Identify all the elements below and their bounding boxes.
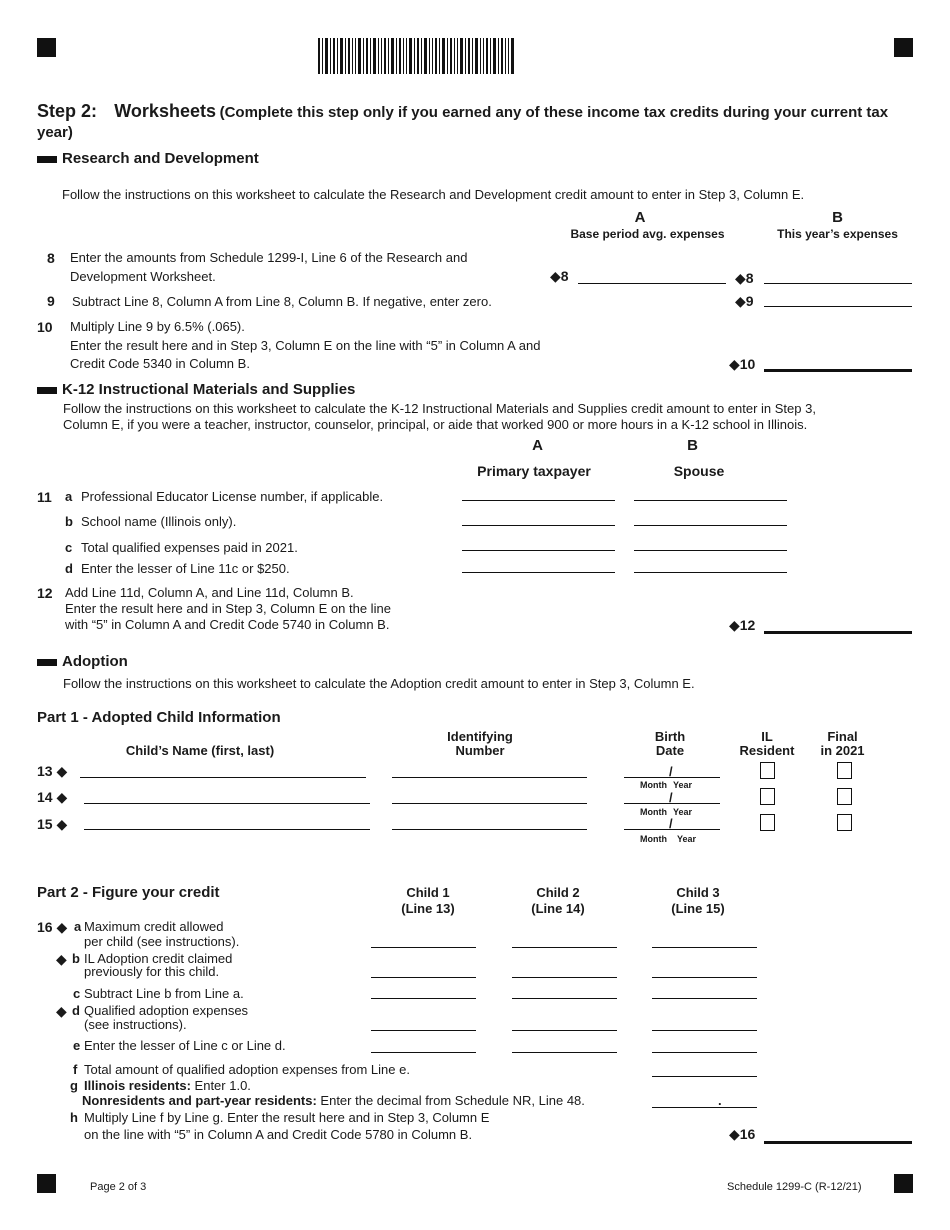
line-11b-text: School name (Illinois only). [81, 514, 237, 529]
section-title-k12-text: K-12 Instructional Materials and Supplies [62, 381, 356, 398]
line-11-number: 11 [37, 489, 52, 505]
line-16f-letter: f [73, 1062, 78, 1077]
line-16d-letter: d [72, 1003, 80, 1018]
line-14-year-label: Year [673, 807, 693, 817]
line-8a-marker: ◆8 [550, 268, 569, 284]
col-birth-2: Date [655, 743, 685, 758]
line-11d-field-b[interactable] [634, 572, 787, 573]
col-il-2: Resident [739, 743, 795, 758]
line-15-number: 15 ◆ [37, 816, 68, 832]
line-10-text-3: Credit Code 5340 in Column B. [70, 356, 250, 371]
line-8-text-2: Development Worksheet. [70, 269, 216, 284]
line-16c-child1-field[interactable] [371, 998, 476, 999]
line-16g-row-2 [82, 1093, 585, 1109]
line-16h-letter: h [70, 1110, 78, 1125]
line-11b-field-b[interactable] [634, 525, 787, 526]
footer-form-id: Schedule 1299-C (R-12/21) [727, 1181, 862, 1193]
line-14-il-resident-checkbox[interactable] [760, 788, 775, 805]
line-15-name-field[interactable] [84, 829, 370, 830]
registration-mark-top-right [894, 38, 913, 57]
line-11b-field-a[interactable] [462, 525, 615, 526]
line-8a-field[interactable] [578, 283, 726, 284]
line-16b-letter: b [72, 951, 80, 966]
section-bar-icon [37, 156, 57, 163]
line-14-number: 14 ◆ [37, 789, 68, 805]
col-child1-2: (Line 13) [401, 901, 455, 916]
line-15-date-slash: / [669, 816, 673, 831]
line-11a-text: Professional Educator License number, if applicable. [81, 489, 384, 504]
line-16c-letter: c [73, 986, 81, 1001]
rd-col-b-letter: B [832, 209, 843, 226]
line-15-year-label: Year [677, 834, 697, 844]
line-15-date-field[interactable] [624, 829, 720, 830]
col-birth-1: Birth [654, 729, 686, 744]
line-15-final-checkbox[interactable] [837, 814, 852, 831]
k12-intro-2: Column E, if you were a teacher, instructor, counselor, principal, or aide that worked 900 or more hours in a K-12 school in Illinois. [63, 417, 808, 432]
footer-page-number: Page 2 of 3 [90, 1181, 147, 1193]
adoption-intro: Follow the instructions on this worksheet to calculate the Adoption credit amount to enter in Step 3, Column E. [63, 676, 695, 691]
line-16d-child3-field[interactable] [652, 1030, 757, 1031]
line-14-id-field[interactable] [392, 803, 587, 804]
line-11d-field-a[interactable] [462, 572, 615, 573]
line-14-date-slash: / [669, 790, 673, 805]
line-16-number: 16 ◆ [37, 919, 68, 935]
section-bar-icon [37, 387, 57, 394]
line-16-field[interactable] [764, 1141, 912, 1144]
line-12-text-3: with “5” in Column A and Credit Code 5740 in Column B. [65, 617, 390, 632]
section-title-rd-text: Research and Development [62, 150, 259, 167]
line-11b-letter: b [65, 514, 73, 529]
line-16f-field[interactable] [652, 1076, 757, 1077]
line-16g-bold-1: Illinois residents: [84, 1078, 191, 1093]
line-16g-bold-2: Nonresidents and part-year residents: [82, 1093, 317, 1108]
section-title-adoption [37, 653, 128, 670]
section-title-adoption-text: Adoption [62, 653, 128, 670]
step-header [37, 101, 907, 143]
line-14-name-field[interactable] [84, 803, 370, 804]
line-16e-child3-field[interactable] [652, 1052, 757, 1053]
line-9-marker: ◆9 [735, 293, 754, 309]
k12-col-a-label: Primary taxpayer [477, 463, 591, 479]
line-16a-child3-field[interactable] [652, 947, 757, 948]
line-8-text-1: Enter the amounts from Schedule 1299-I, Line 6 of the Research and [70, 250, 468, 265]
k12-col-a-letter: A [532, 437, 543, 454]
line-16b-child1-field[interactable] [371, 977, 476, 978]
line-16c-child3-field[interactable] [652, 998, 757, 999]
part1-title: Part 1 - Adopted Child Information [37, 709, 281, 726]
line-16c-text: Subtract Line b from Line a. [84, 986, 244, 1001]
line-10-number: 10 [37, 319, 53, 335]
line-14-date-field[interactable] [624, 803, 720, 804]
line-16a-text-2: per child (see instructions). [84, 934, 240, 949]
registration-mark-bottom-right [894, 1174, 913, 1193]
line-13-date-slash: / [669, 764, 673, 779]
line-12-field[interactable] [764, 631, 912, 634]
line-16e-text: Enter the lesser of Line c or Line d. [84, 1038, 286, 1053]
line-16e-letter: e [73, 1038, 81, 1053]
line-8b-field[interactable] [764, 283, 912, 284]
line-16e-child2-field[interactable] [512, 1052, 617, 1053]
line-16d-child1-field[interactable] [371, 1030, 476, 1031]
line-13-name-field[interactable] [80, 777, 366, 778]
line-11c-field-a[interactable] [462, 550, 615, 551]
col-child-name: Child’s Name (first, last) [125, 743, 275, 758]
line-16g-text-1: Enter 1.0. [194, 1078, 251, 1093]
line-9-text: Subtract Line 8, Column A from Line 8, Column B. If negative, enter zero. [72, 294, 492, 309]
rd-intro: Follow the instructions on this worksheet to calculate the Research and Development credit amount to enter in Step 3, Column E. [62, 187, 805, 202]
section-bar-icon [37, 659, 57, 666]
line-16g-field[interactable] [652, 1107, 757, 1108]
col-final-1: Final [827, 729, 858, 744]
line-16b-text-1: IL Adoption credit claimed [84, 951, 233, 966]
registration-mark-top-left [37, 38, 56, 57]
line-13-number: 13 ◆ [37, 763, 68, 779]
col-identifying-2: Number [455, 743, 505, 758]
line-13-date-field[interactable] [624, 777, 720, 778]
line-16g-decimal-point: . [718, 1093, 722, 1108]
line-16h-text-2: on the line with “5” in Column A and Credit Code 5780 in Column B. [84, 1127, 473, 1142]
line-16h-text-1: Multiply Line f by Line g. Enter the result here and in Step 3, Column E [84, 1110, 490, 1125]
line-11c-field-b[interactable] [634, 550, 787, 551]
line-16a-text-1: Maximum credit allowed [84, 919, 224, 934]
line-14-final-checkbox[interactable] [837, 788, 852, 805]
line-16g-row-1 [84, 1078, 251, 1094]
line-11a-field-a[interactable] [462, 500, 615, 501]
line-11a-field-b[interactable] [634, 500, 787, 501]
rd-col-a-letter: A [634, 209, 646, 226]
line-13-il-resident-checkbox[interactable] [760, 762, 775, 779]
line-11c-text: Total qualified expenses paid in 2021. [81, 540, 298, 555]
col-child2-2: (Line 14) [531, 901, 585, 916]
line-10-text-2: Enter the result here and in Step 3, Column E on the line with “5” in Column A and [70, 338, 541, 353]
line-16f-text: Total amount of qualified adoption expenses from Line e. [84, 1062, 410, 1077]
line-16g-letter: g [70, 1078, 78, 1093]
k12-col-b-letter: B [687, 437, 698, 454]
line-13-year-label: Year [673, 780, 693, 790]
line-11d-text: Enter the lesser of Line 11c or $250. [81, 561, 290, 576]
col-identifying-1: Identifying [447, 729, 513, 744]
line-13-final-checkbox[interactable] [837, 762, 852, 779]
line-16d-text-1: Qualified adoption expenses [84, 1003, 249, 1018]
line-16b-child2-field[interactable] [512, 977, 617, 978]
line-14-month-label: Month [640, 807, 667, 817]
line-12-text-2: Enter the result here and in Step 3, Column E on the line [65, 601, 391, 616]
step-note: (Complete this step only if you earned any of these income tax credits during your current tax year) [37, 104, 889, 141]
line-15-month-label: Month [640, 834, 667, 844]
line-9-field[interactable] [764, 306, 912, 307]
line-16d-text-2: (see instructions). [84, 1017, 187, 1032]
line-10-text-1: Multiply Line 9 by 6.5% (.065). [70, 319, 245, 334]
line-10-marker: ◆10 [729, 356, 756, 372]
line-16a-letter: a [74, 919, 82, 934]
col-final-2: in 2021 [820, 743, 865, 758]
line-16a-child1-field[interactable] [371, 947, 476, 948]
line-12-number: 12 [37, 585, 53, 601]
line-12-marker: ◆12 [729, 617, 756, 633]
line-16b-child3-field[interactable] [652, 977, 757, 978]
section-title-k12 [37, 381, 355, 398]
line-12-text-1: Add Line 11d, Column A, and Line 11d, Column B. [65, 585, 354, 600]
line-15-il-resident-checkbox[interactable] [760, 814, 775, 831]
line-11c-letter: c [65, 540, 73, 555]
line-16d-marker: ◆ [56, 1003, 67, 1019]
line-16c-child2-field[interactable] [512, 998, 617, 999]
line-15-id-field[interactable] [392, 829, 587, 830]
line-16a-child2-field[interactable] [512, 947, 617, 948]
line-16-marker: ◆16 [729, 1126, 756, 1142]
line-13-id-field[interactable] [392, 777, 587, 778]
rd-col-b-label: This year’s expenses [777, 227, 898, 241]
col-child2-1: Child 2 [536, 885, 580, 900]
line-8-number: 8 [47, 250, 55, 266]
step-title: Worksheets [114, 101, 216, 121]
col-il-1: IL [761, 729, 773, 744]
line-16b-marker: ◆ [56, 951, 67, 967]
step-label: Step 2: [37, 101, 98, 121]
line-11a-letter: a [65, 489, 73, 504]
col-child1-1: Child 1 [406, 885, 450, 900]
barcode [318, 38, 516, 74]
line-10-field[interactable] [764, 369, 912, 372]
col-child3-2: (Line 15) [671, 901, 725, 916]
section-title-rd [37, 150, 259, 167]
k12-intro-1: Follow the instructions on this worksheet to calculate the K-12 Instructional Materials and Supplies credit amount to enter in Step 3, [63, 401, 816, 416]
line-8b-marker: ◆8 [735, 270, 754, 286]
line-16e-child1-field[interactable] [371, 1052, 476, 1053]
registration-mark-bottom-left [37, 1174, 56, 1193]
line-13-month-label: Month [640, 780, 667, 790]
line-16d-child2-field[interactable] [512, 1030, 617, 1031]
line-16g-text-2: Enter the decimal from Schedule NR, Line 48. [320, 1093, 585, 1108]
line-9-number: 9 [47, 293, 55, 309]
rd-col-a-label: Base period avg. expenses [570, 227, 725, 241]
line-11d-letter: d [65, 561, 73, 576]
part2-title: Part 2 - Figure your credit [37, 884, 220, 901]
col-child3-1: Child 3 [676, 885, 720, 900]
k12-col-b-label: Spouse [673, 463, 725, 479]
line-16b-text-2: previously for this child. [84, 964, 220, 979]
